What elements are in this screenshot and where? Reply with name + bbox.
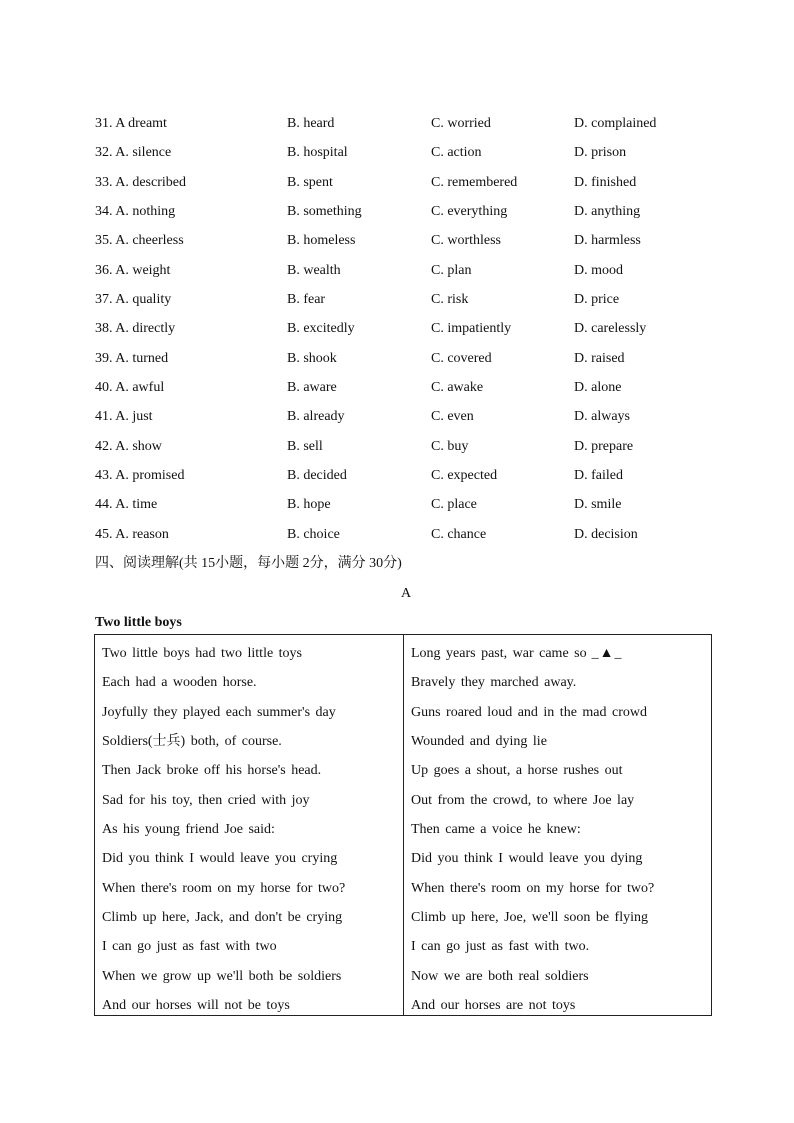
poem-line (102, 644, 403, 673)
poem-line-text: Wounded and dying lie (411, 734, 547, 750)
option-a: 32. A. silence (95, 145, 172, 161)
poem-line-text: I can go just as fast with two (102, 939, 277, 955)
option-b: B. sell (287, 438, 323, 454)
option-a: 42. A. show (95, 438, 162, 454)
option-b: B. choice (287, 526, 340, 542)
poem-line-text: Sad for his toy, then cried with joy (102, 792, 310, 808)
poem-line (102, 908, 403, 937)
option-a: 40. A. awful (95, 380, 165, 396)
poem-line (411, 761, 711, 790)
question-row (95, 525, 735, 554)
option-d: D. failed (574, 468, 623, 484)
question-row (95, 290, 735, 319)
poem-line (102, 937, 403, 966)
option-a: 31. A dreamt (95, 116, 167, 131)
option-d: D. prepare (574, 438, 634, 454)
question-row (95, 173, 735, 202)
poem-line-text: Each had a wooden horse. (102, 675, 257, 691)
poem-line-text: Long years past, war came so (411, 646, 587, 661)
option-c: C. plan (431, 262, 472, 278)
option-a: 36. A. weight (95, 262, 171, 278)
poem-line (102, 967, 403, 996)
poem-line (102, 791, 403, 820)
poem-title: Two little boys (95, 615, 182, 630)
poem-line (411, 849, 711, 878)
poem-line-text: When there's room on my horse for two? (102, 880, 346, 896)
option-c: C. chance (431, 526, 487, 542)
option-b: B. hope (287, 497, 331, 513)
option-d: D. raised (574, 350, 625, 366)
option-a: 45. A. reason (95, 526, 169, 542)
question-row (95, 143, 735, 172)
option-b: B. hospital (287, 145, 348, 161)
option-d: D. harmless (574, 233, 641, 249)
poem-line (411, 673, 711, 702)
option-c: C. buy (431, 438, 469, 454)
answer-blank: _▲_ (591, 646, 623, 661)
option-b: B. decided (287, 468, 347, 484)
poem-line (411, 644, 711, 673)
option-b: B. homeless (287, 233, 356, 249)
poem-line-text: And our horses are not toys (411, 998, 576, 1014)
option-c: C. everything (431, 204, 508, 220)
poem-line-text: Climb up here, Jack, and don't be crying (102, 910, 343, 926)
question-row (95, 202, 735, 231)
poem-line (102, 761, 403, 790)
option-c: C. remembered (431, 174, 518, 190)
option-b: B. already (287, 409, 345, 425)
poem-line (102, 849, 403, 878)
poem-line (411, 732, 711, 761)
poem-line (102, 732, 403, 761)
option-c: C. risk (431, 292, 469, 308)
poem-line-text: Out from the crowd, to where Joe lay (411, 792, 635, 808)
option-c: C. awake (431, 380, 484, 396)
poem-line-text: Joyfully they played each summer's day (102, 704, 336, 720)
poem-line (102, 703, 403, 732)
poem-line (411, 791, 711, 820)
option-d: D. complained (574, 116, 657, 131)
option-c: C. action (431, 145, 482, 161)
option-b: B. aware (287, 380, 337, 396)
question-row (95, 261, 735, 290)
option-b: B. shook (287, 350, 337, 366)
poem-line (411, 996, 711, 1025)
poem-line-text: As his young friend Joe said: (102, 822, 275, 838)
poem-line-text: Up goes a shout, a horse rushes out (411, 763, 623, 779)
option-c: C. place (431, 497, 477, 513)
option-a: 43. A. promised (95, 468, 185, 484)
option-a: 33. A. described (95, 174, 186, 190)
question-row (95, 349, 735, 378)
poem-line-text: Then Jack broke off his horse's head. (102, 763, 322, 779)
option-d: D. anything (574, 204, 641, 220)
option-b: B. something (287, 204, 362, 220)
option-d: D. decision (574, 526, 638, 542)
option-c: C. worried (431, 116, 491, 131)
question-row (95, 231, 735, 260)
option-b: B. fear (287, 292, 326, 308)
option-a: 44. A. time (95, 497, 158, 513)
poem-line-text: Now we are both real soldiers (411, 968, 589, 984)
poem-line (102, 996, 403, 1025)
option-a: 38. A. directly (95, 321, 176, 337)
poem-line (411, 879, 711, 908)
poem-line (411, 937, 711, 966)
option-a: 35. A. cheerless (95, 233, 184, 249)
option-a: 34. A. nothing (95, 204, 176, 220)
poem-line-text: Climb up here, Joe, we'll soon be flying (411, 910, 648, 926)
option-b: B. spent (287, 174, 333, 190)
option-d: D. always (574, 409, 630, 425)
option-d: D. alone (574, 380, 622, 396)
poem-line-text: When we grow up we'll both be soldiers (102, 968, 342, 984)
poem-line-text: Soldiers(士兵) both, of course. (102, 734, 282, 750)
poem-line-text: Did you think I would leave you crying (102, 851, 338, 867)
poem-line-text: Bravely they marched away. (411, 675, 577, 691)
question-row (95, 407, 735, 436)
poem-line (102, 820, 403, 849)
option-b: B. heard (287, 116, 335, 131)
option-a: 39. A. turned (95, 350, 169, 366)
option-d: D. mood (574, 262, 623, 278)
poem-line-text: When there's room on my horse for two? (411, 880, 655, 896)
question-row (95, 114, 735, 143)
option-c: C. impatiently (431, 321, 512, 337)
option-d: D. finished (574, 174, 637, 190)
poem-line (411, 967, 711, 996)
poem-line-text: Two little boys had two little toys (102, 646, 303, 661)
option-a: 37. A. quality (95, 292, 172, 308)
poem-line-text: I can go just as fast with two. (411, 939, 590, 955)
question-row (95, 319, 735, 348)
poem-left-column (95, 635, 403, 1015)
poem-line-text: Guns roared loud and in the mad crowd (411, 704, 647, 720)
poem-line-text: Did you think I would leave you dying (411, 851, 643, 867)
poem-line (102, 879, 403, 908)
question-row (95, 437, 735, 466)
passage-label: A (400, 586, 412, 601)
poem-line (411, 908, 711, 937)
option-b: B. wealth (287, 262, 341, 278)
poem-right-column (403, 635, 711, 1015)
option-a: 41. A. just (95, 409, 153, 425)
poem-line (411, 703, 711, 732)
option-d: D. price (574, 292, 620, 308)
poem-line (411, 820, 711, 849)
option-c: C. covered (431, 350, 492, 366)
option-d: D. smile (574, 497, 622, 513)
multiple-choice-options (95, 114, 735, 554)
question-row (95, 378, 735, 407)
question-row (95, 495, 735, 524)
option-c: C. expected (431, 468, 498, 484)
poem-line-text: And our horses will not be toys (102, 998, 290, 1014)
question-row (95, 466, 735, 495)
poem-table (94, 634, 712, 1016)
option-c: C. worthless (431, 233, 501, 249)
option-c: C. even (431, 409, 474, 425)
section-heading: 四、阅读理解(共 15小题，每小题 2分，满分 30分) (95, 556, 402, 571)
option-d: D. carelessly (574, 321, 647, 337)
poem-line (102, 673, 403, 702)
option-b: B. excitedly (287, 321, 355, 337)
poem-line-text: Then came a voice he knew: (411, 822, 581, 838)
option-d: D. prison (574, 145, 627, 161)
